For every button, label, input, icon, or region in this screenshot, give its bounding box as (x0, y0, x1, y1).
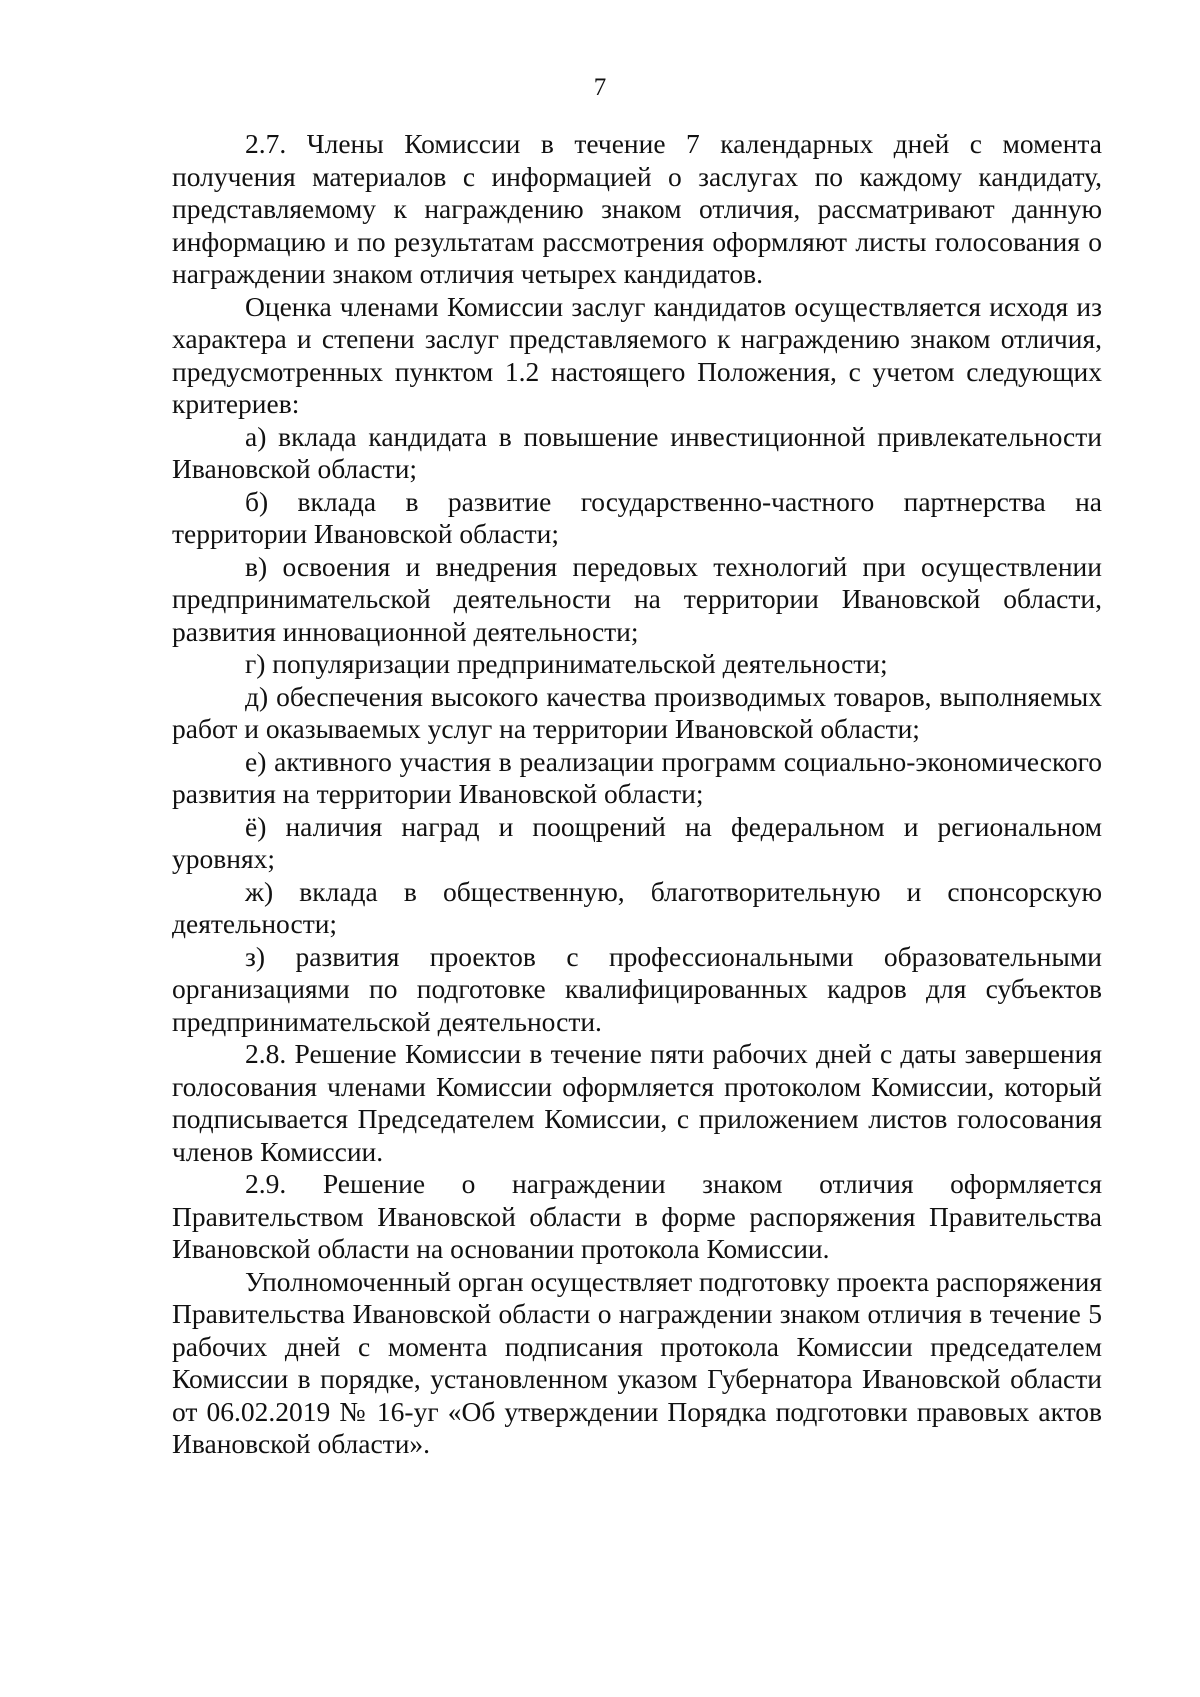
criterion-zh: ж) вклада в общественную, благотворительную и спонсорскую деятельности; (172, 875, 1102, 939)
page-number: 7 (593, 74, 607, 101)
paragraph-evaluation-criteria: Оценка членами Комиссии заслуг кандидатов осуществляется исходя из характера и степени заслуг представляемого к награждению знаком отличия, предусмотренных пунктом 1.2 настоящего Положения, с учетом следующих критериев: (172, 290, 1102, 419)
paragraph-2-7: 2.7. Члены Комиссии в течение 7 календарных дней с момента получения материалов с информацией о заслугах по каждому кандидату, представляемому к награждению знаком отличия, рассматривают данную информацию и по результатам рассмотрения оформляют листы голосования о награждении знаком отличия четырех кандидатов. (172, 128, 1102, 289)
paragraph-2-9: 2.9. Решение о награждении знаком отличия оформляется Правительством Ивановской области в форме распоряжения Правительства Ивановской области на основании протокола Комиссии. (172, 1168, 1102, 1264)
criterion-g: г) популяризации предпринимательской деятельности; (245, 648, 888, 679)
criterion-v: в) освоения и внедрения передовых технологий при осуществлении предпринимательской деятельности на территории Ивановской области, развития инновационной деятельности; (172, 550, 1102, 647)
criterion-z: з) развития проектов с профессиональными образовательными организациями по подготовке квалифицированных кадров для субъектов предпринимательской деятельности. (172, 940, 1102, 1037)
criterion-e: е) активного участия в реализации программ социально-экономического развития на территории Ивановской области; (172, 745, 1102, 809)
criterion-d: д) обеспечения высокого качества производимых товаров, выполняемых работ и оказываемых услуг на территории Ивановской области; (172, 680, 1102, 744)
document-body (172, 128, 1102, 1461)
paragraph-2-8: 2.8. Решение Комиссии в течение пяти рабочих дней с даты завершения голосования членами Комиссии оформляется протоколом Комиссии, который подписывается Председателем Комиссии, с приложением листов голосования членов Комиссии. (172, 1038, 1102, 1167)
paragraph-authorized-body: Уполномоченный орган осуществляет подготовку проекта распоряжения Правительства Ивановской области о награждении знаком отличия в течение 5 рабочих дней с момента подписания протокола Комиссии председателем Комиссии в порядке, установленном указом Губернатора Ивановской области от 06.02.2019 № 16-уг «Об утверждении Порядка подготовки правовых актов Ивановской области». (172, 1265, 1102, 1459)
criterion-yo: ё) наличия наград и поощрений на федеральном и региональном уровнях; (172, 810, 1102, 874)
criterion-a: а) вклада кандидата в повышение инвестиционной привлекательности Ивановской области; (172, 420, 1102, 484)
criterion-b: б) вклада в развитие государственно-частного партнерства на территории Ивановской области; (172, 485, 1102, 549)
